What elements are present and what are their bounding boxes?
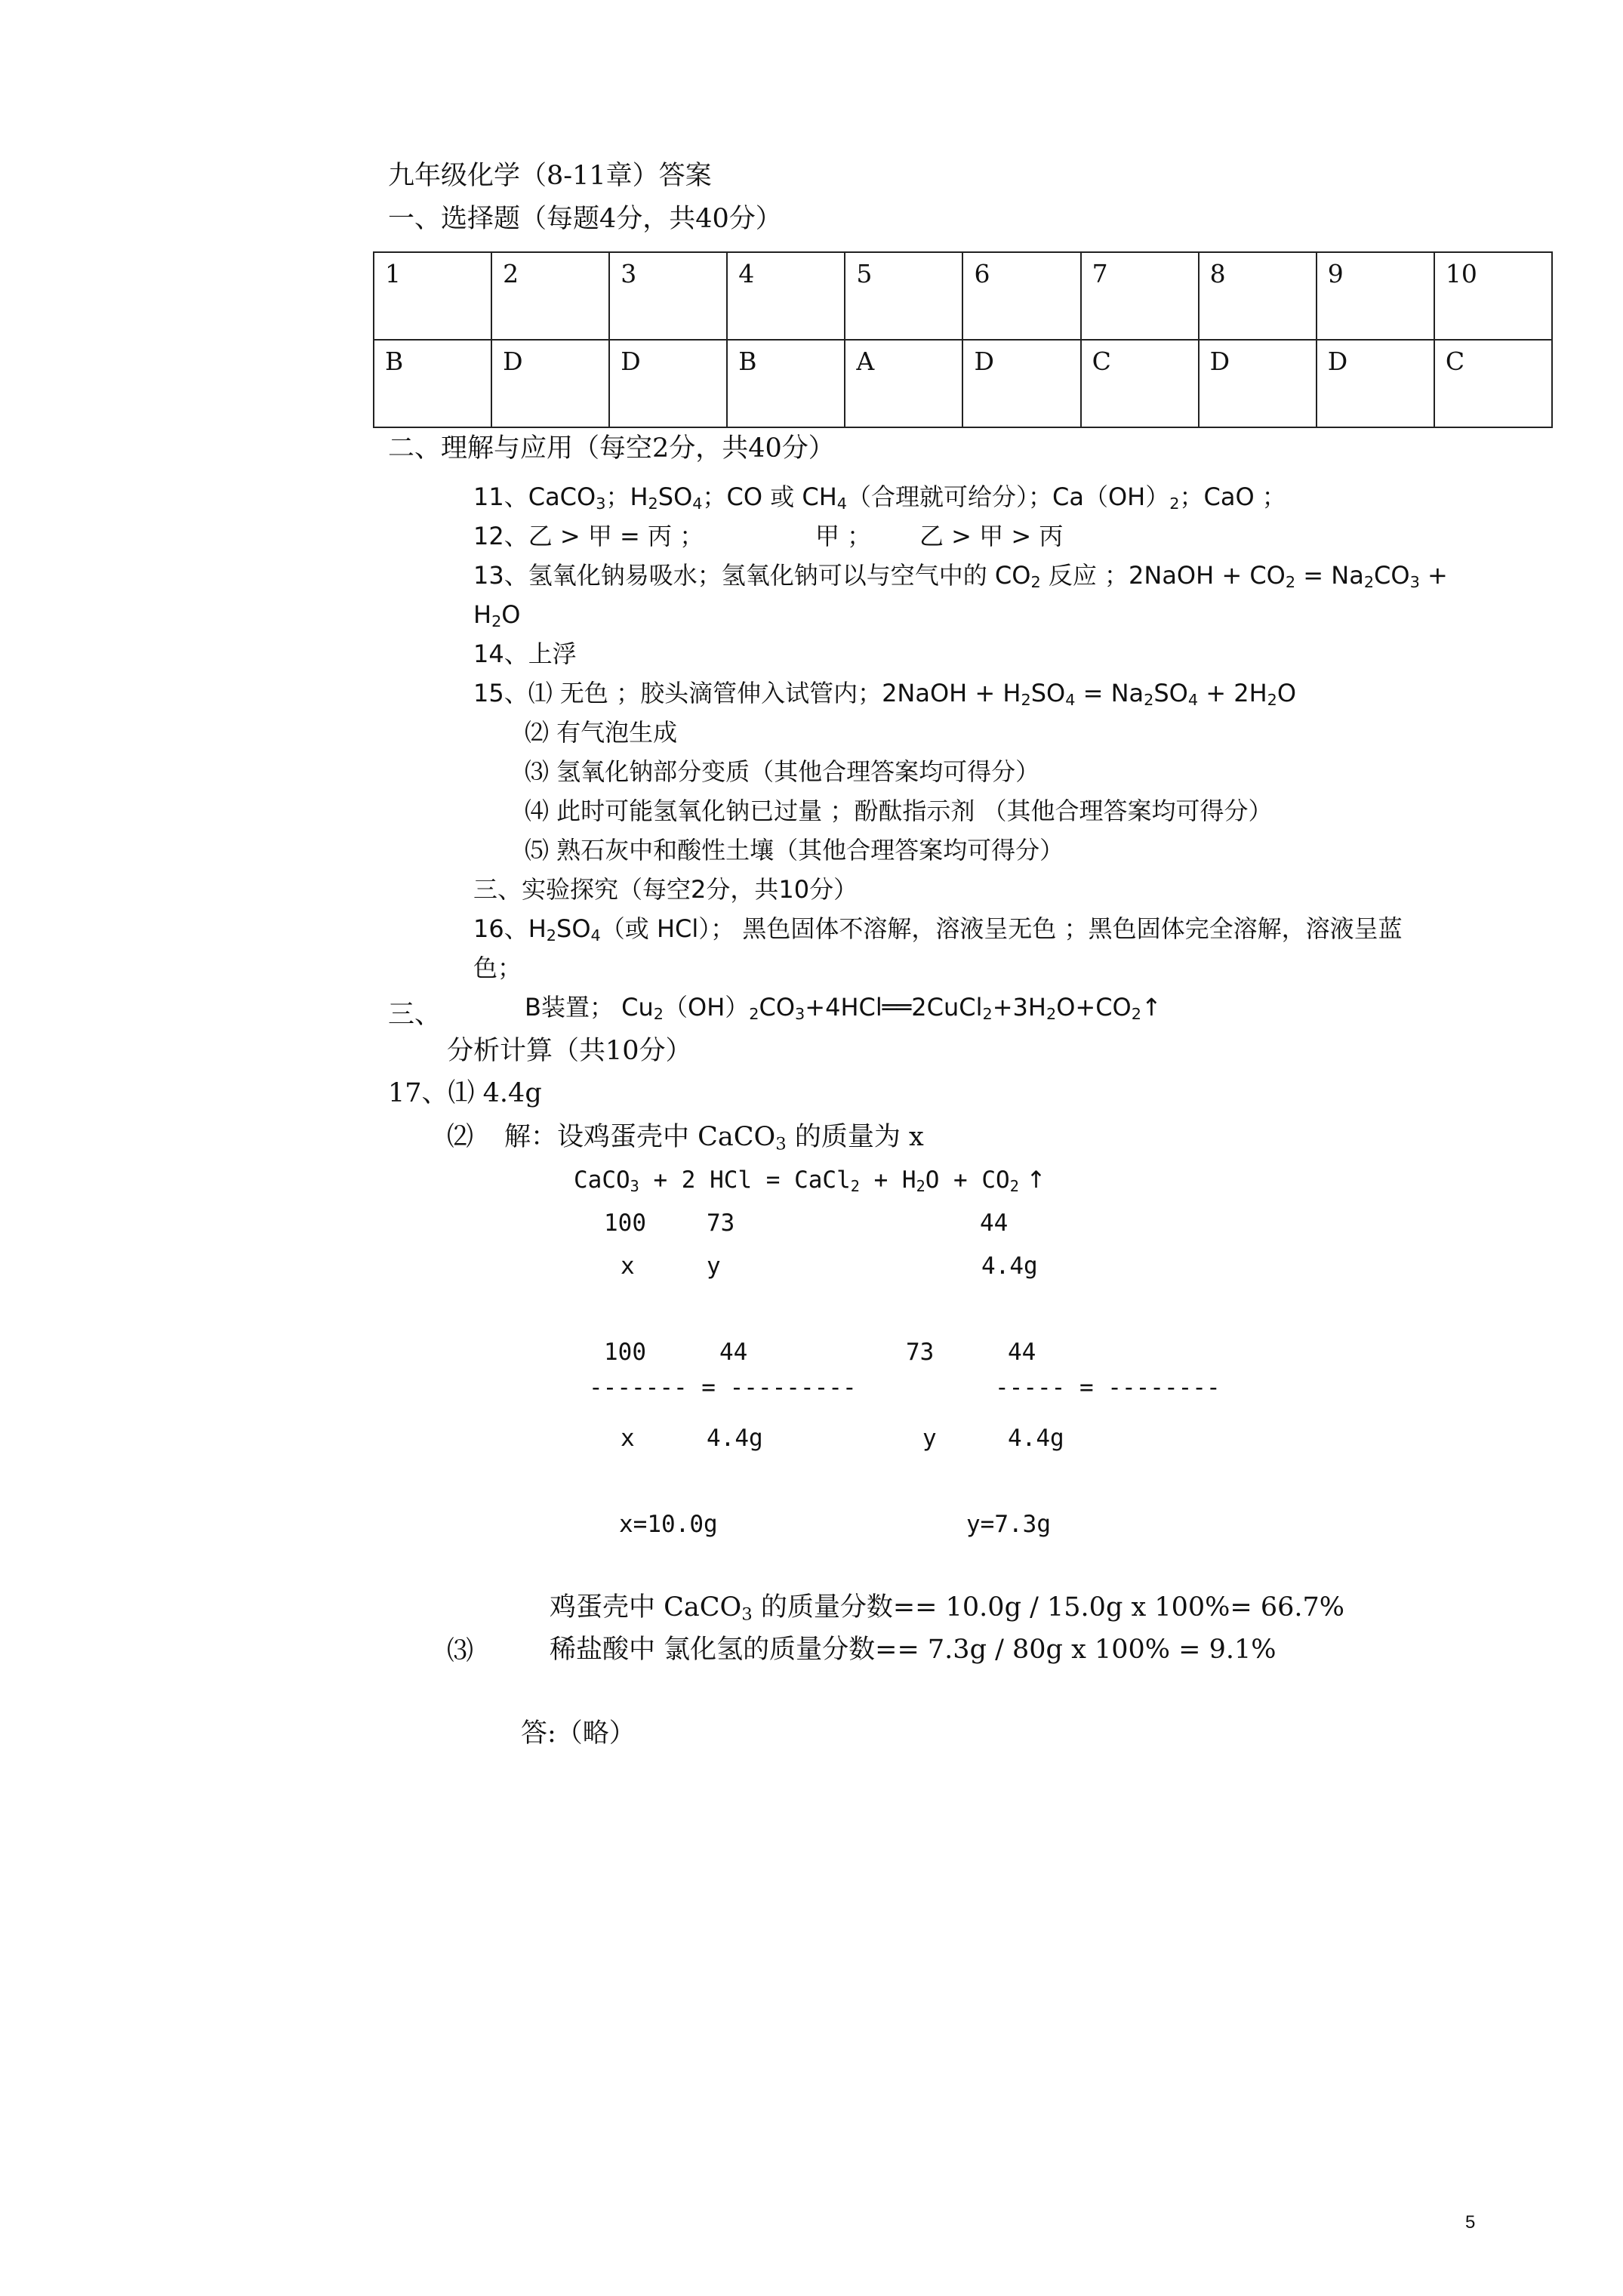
ratio-bottom-y: y — [922, 1425, 937, 1452]
table-cell: 4 — [727, 252, 845, 340]
answer-17-3-label: ⑶ — [447, 1636, 474, 1666]
answer-16-cont: 色； — [473, 954, 522, 982]
var-4-4g: 4.4g — [981, 1253, 1038, 1280]
table-cell: 5 — [845, 252, 962, 340]
section3-heading: 三、实验探究（每空2分，共10分） — [473, 875, 858, 904]
mass-73: 73 — [707, 1210, 735, 1237]
section1-heading: 一、选择题（每题4分，共40分） — [388, 204, 782, 234]
ratio-line-1: ------- = --------- — [589, 1374, 857, 1401]
answer-15-3: ⑶ 氢氧化钠部分变质（其他合理答案均可得分） — [525, 757, 1040, 786]
table-cell: 6 — [962, 252, 1080, 340]
var-y: y — [707, 1253, 721, 1280]
answer-17-2-label: ⑵ — [447, 1122, 474, 1152]
ratio-top-100: 100 — [604, 1339, 646, 1366]
answer-table — [373, 251, 1553, 428]
table-cell: 2 — [491, 252, 609, 340]
table-cell: D — [1199, 340, 1317, 427]
table-cell: D — [609, 340, 727, 427]
ratio-top-44a: 44 — [719, 1339, 748, 1366]
chemical-equation: CaCO$_3$ + 2 HCl = CaCl$_2$ + $H_2O + CO_2$ ↑ — [574, 1166, 1046, 1196]
answer-17-1: 17、⑴ 4.4g — [388, 1078, 542, 1108]
table-cell: D — [491, 340, 609, 427]
answer-13: 13、氢氧化钠易吸水；氢氧化钠可以与空气中的 $CO_2$ 反应 ；2NaOH + $CO_2 = Na_2CO_3$ + — [473, 561, 1448, 592]
answer-13-cont: $H_2O$ — [473, 600, 521, 631]
table-cell: 8 — [1199, 252, 1317, 340]
table-cell: 10 — [1434, 252, 1552, 340]
mass-fraction-hcl: 稀盐酸中 氯化氢的质量分数== 7.3g / 80g x 100% = 9.1% — [550, 1635, 1277, 1665]
var-x: x — [621, 1253, 635, 1280]
answer-15-2: ⑵ 有气泡生成 — [525, 718, 678, 747]
answer-15-4: ⑷ 此时可能氢氧化钠已过量 ；酚酞指示剂 （其他合理答案均可得分） — [525, 797, 1273, 825]
table-cell: B — [374, 340, 491, 427]
table-row-answers — [374, 340, 1552, 427]
mass-44: 44 — [980, 1210, 1009, 1237]
table-cell: 9 — [1317, 252, 1434, 340]
table-cell: A — [845, 340, 962, 427]
answer-16-equation: B装置； $Cu_2(OH)_2CO_3+4HCl══2CuCl_2+3H_2O+CO_2↑$ — [525, 993, 1162, 1024]
answer-11: 11、CaCO$_3$；$H_2SO_4$；CO 或 $CH_4$（合理就可给分）；$Ca(OH)_2$；CaO ； — [473, 482, 1286, 513]
result-x: x=10.0g — [619, 1511, 718, 1538]
ratio-line-2: ----- = -------- — [995, 1374, 1221, 1401]
answer-15-5: ⑸ 熟石灰中和酸性土壤（其他合理答案均可得分） — [525, 836, 1064, 864]
answer-12-c: 乙 > 甲 > 丙 — [919, 522, 1064, 550]
ratio-bottom-4-4g-b: 4.4g — [1008, 1425, 1064, 1452]
page-number: 5 — [1465, 2212, 1476, 2233]
table-cell: 7 — [1081, 252, 1199, 340]
table-row-numbers — [374, 252, 1552, 340]
section4-heading: 分析计算（共10分） — [447, 1036, 692, 1066]
mass-fraction-eggshell: 鸡蛋壳中 CaCO$_3$ 的质量分数== 10.0g / 15.0g x 100%= 66.7% — [550, 1592, 1345, 1625]
result-y: y=7.3g — [966, 1511, 1051, 1538]
table-cell: C — [1081, 340, 1199, 427]
table-cell: D — [962, 340, 1080, 427]
section3-label: 三、 — [388, 1000, 442, 1030]
section2-heading: 二、理解与应用（每空2分，共40分） — [388, 433, 835, 464]
answer-12: 12、乙 > 甲 = 丙 ； — [473, 522, 704, 550]
table-cell: C — [1434, 340, 1552, 427]
answer-17-2-text: 解：设鸡蛋壳中 CaCO$_3$ 的质量为 x — [504, 1122, 924, 1154]
answer-16: 16、$H_2SO_4$（或 HCl）； 黑色固体不溶解，溶液呈无色 ；黑色固体完全溶解，溶液呈蓝 — [473, 914, 1403, 945]
answer-12-b: 甲 ； — [815, 522, 872, 550]
table-cell: 3 — [609, 252, 727, 340]
ratio-bottom-x: x — [621, 1425, 635, 1452]
table-cell: 1 — [374, 252, 491, 340]
answer-14: 14、上浮 — [473, 639, 577, 668]
ratio-top-73: 73 — [906, 1339, 935, 1366]
doc-title: 九年级化学（8-11章）答案 — [388, 161, 712, 191]
mass-100: 100 — [604, 1210, 646, 1237]
answer-15-1: 15、⑴ 无色 ；胶头滴管伸入试管内；2NaOH + $H_2SO_4 = Na_2SO_4 + 2H_2O$ — [473, 679, 1297, 710]
ratio-bottom-4-4g-a: 4.4g — [707, 1425, 763, 1452]
ratio-top-44b: 44 — [1008, 1339, 1036, 1366]
table-cell: D — [1317, 340, 1434, 427]
table-cell: B — [727, 340, 845, 427]
final-answer: 答:（略） — [521, 1718, 636, 1749]
